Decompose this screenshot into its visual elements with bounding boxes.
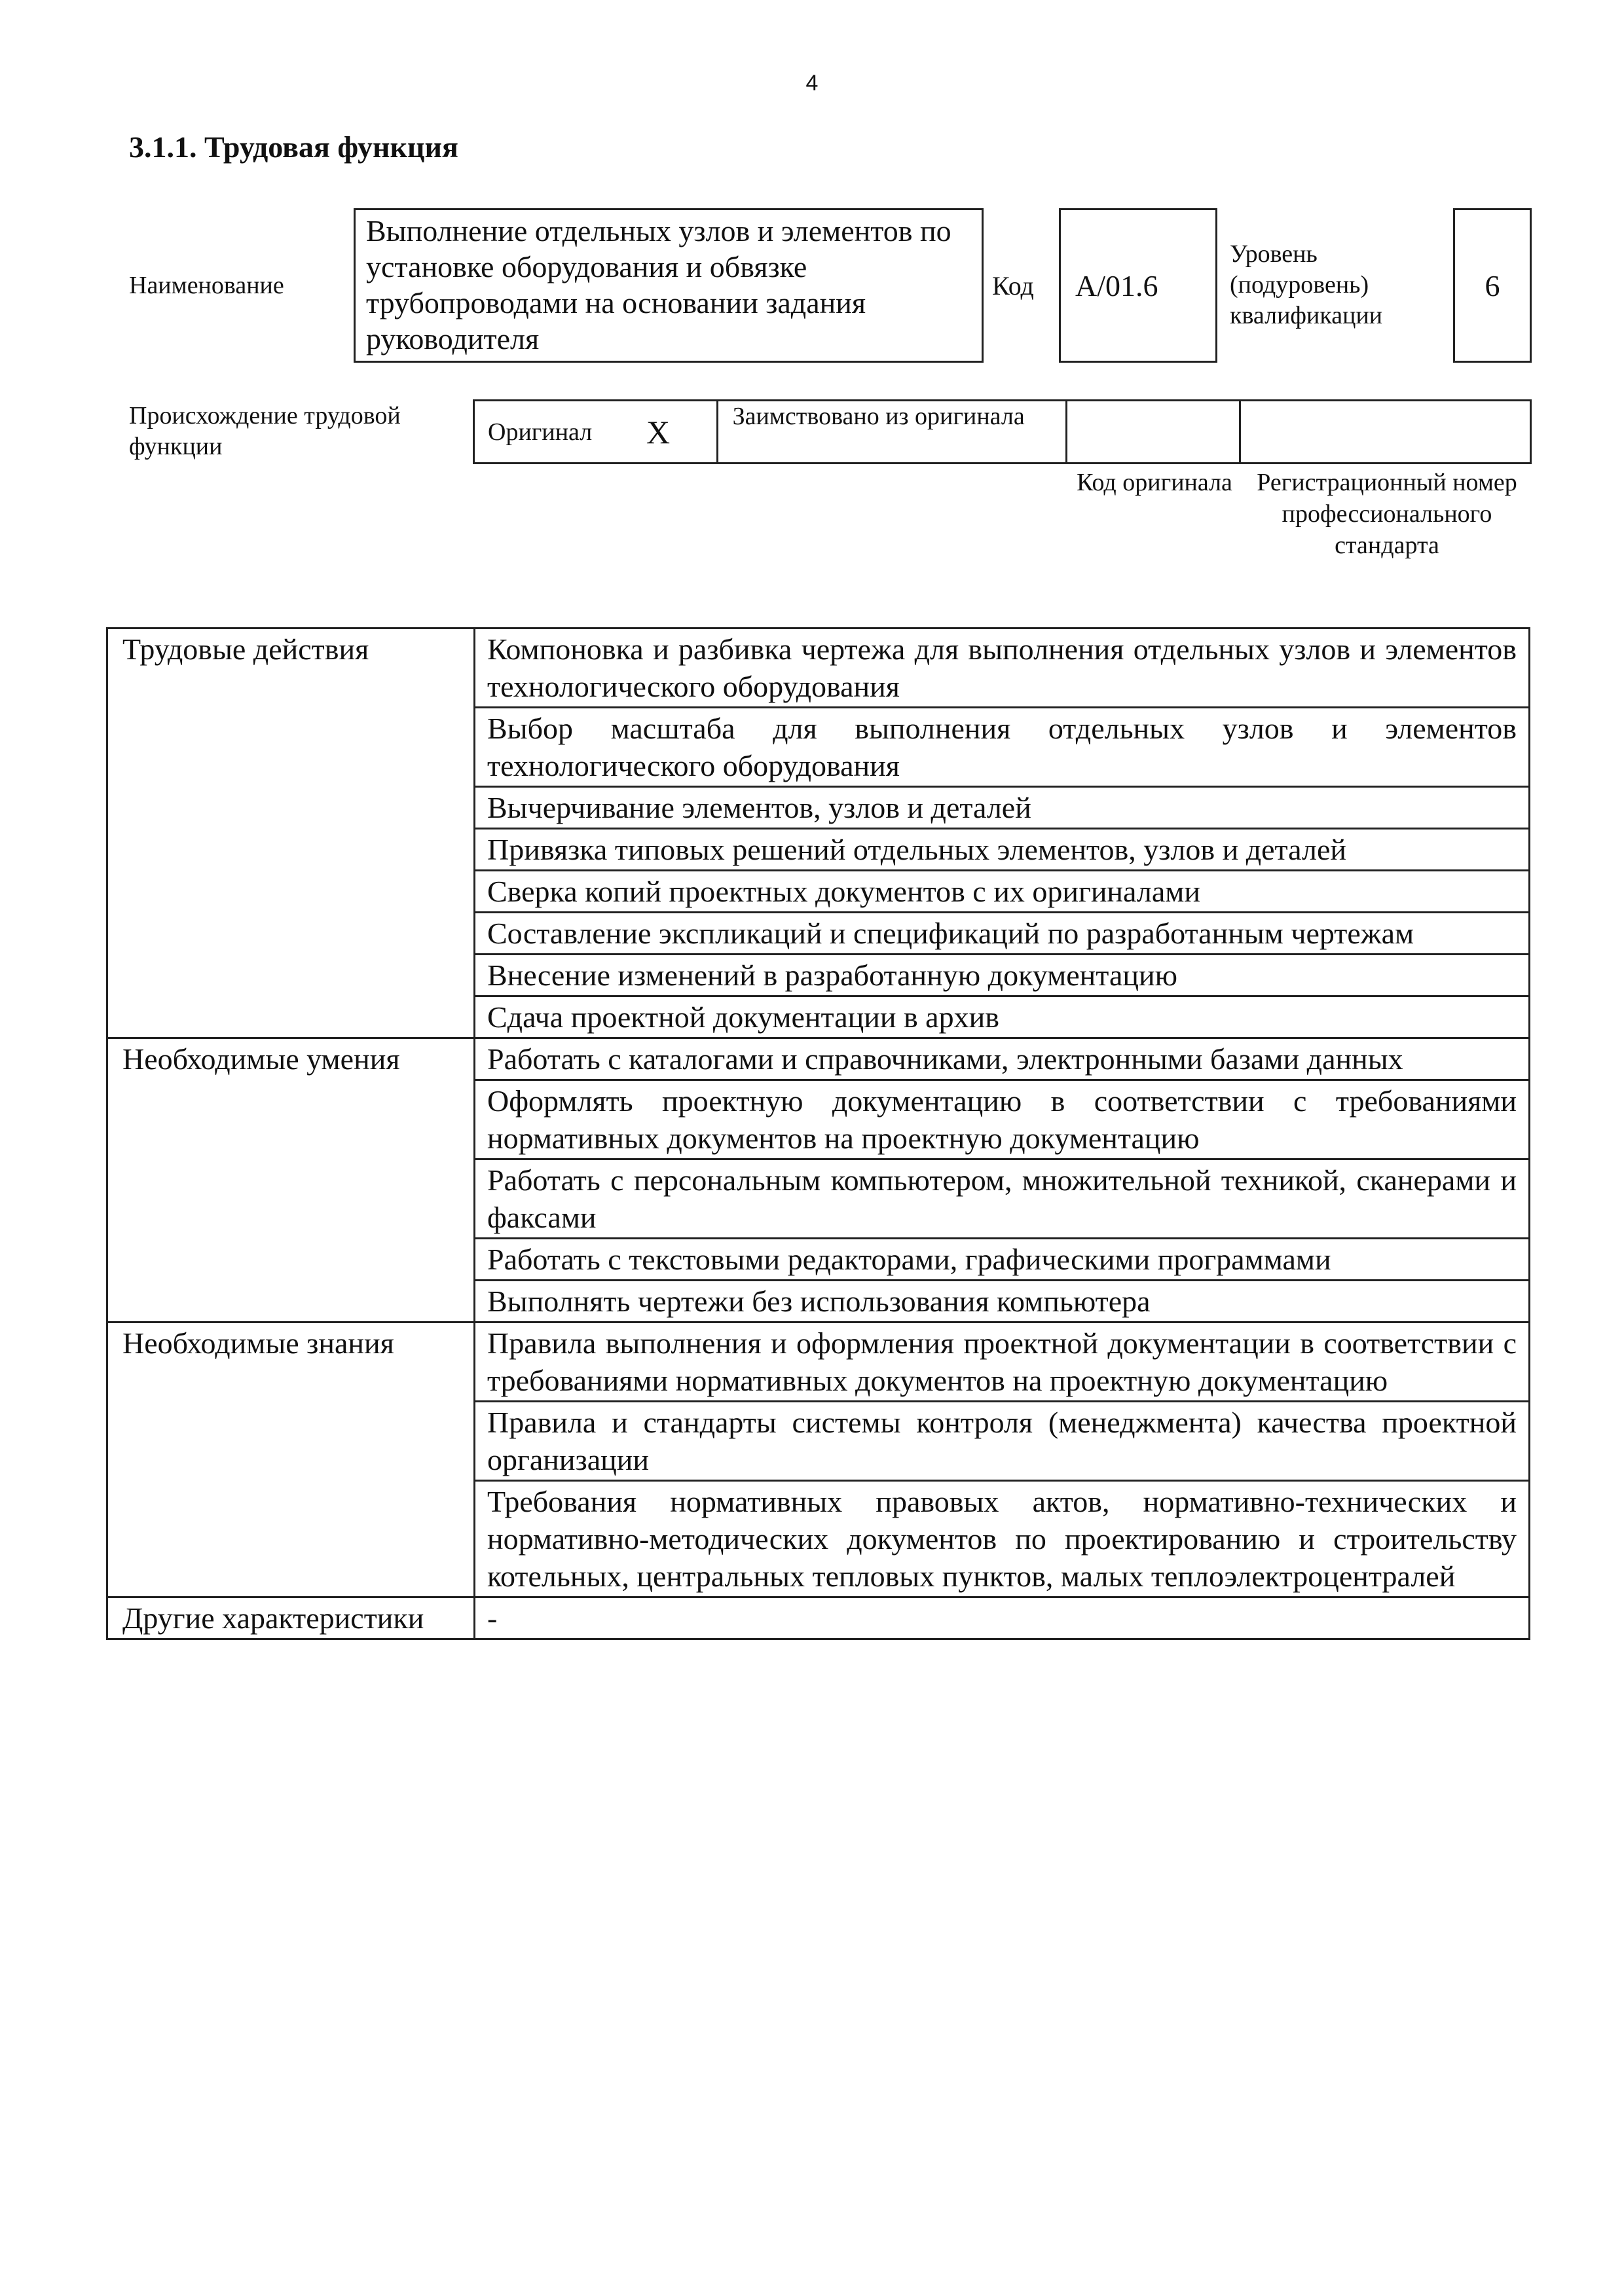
origin-label: Происхождение трудовой функции [129, 402, 401, 460]
original-label: Оригинал [488, 418, 593, 446]
section-heading-other: Другие характеристики [107, 1597, 475, 1639]
origin-original-cell [475, 401, 718, 462]
origin-row [473, 399, 1532, 464]
table-row [107, 1597, 1530, 1639]
table-cell: Вычерчивание элементов, узлов и деталей [475, 787, 1530, 829]
table-cell: Сверка копий проектных документов с их оригиналами [475, 871, 1530, 913]
origin-code-cell [1067, 401, 1241, 462]
table-cell: Составление экспликаций и спецификаций по разработанным чертежам [475, 913, 1530, 955]
table-cell: Внесение изменений в разработанную документацию [475, 955, 1530, 996]
borrowed-label: Заимствовано из оригинала [732, 403, 1025, 430]
section-heading-skills: Необходимые умения [107, 1038, 475, 1322]
code-label: Код [992, 271, 1034, 301]
section-heading-actions: Трудовые действия [107, 629, 475, 1038]
table-row [107, 1038, 1530, 1080]
table-cell: Компоновка и разбивка чертежа для выполнения отдельных узлов и элементов технологического оборудования [475, 629, 1530, 708]
function-name-box [354, 208, 984, 363]
table-row [107, 629, 1530, 708]
table-cell: Выполнять чертежи без использования компьютера [475, 1281, 1530, 1322]
original-code-caption: Код оригинала [1077, 469, 1232, 496]
page-number: 4 [805, 71, 819, 96]
table-cell: Выбор масштаба для выполнения отдельных узлов и элементов технологического оборудования [475, 708, 1530, 787]
table-cell: Требования нормативных правовых актов, нормативно-технических и нормативно-методических документов по проектированию и строительству котельных, центральных тепловых пунктов, малых теплоэлектроцентралей [475, 1481, 1530, 1597]
section-title: 3.1.1. Трудовая функция [129, 130, 458, 164]
origin-reg-cell [1241, 401, 1530, 462]
level-value: 6 [1485, 268, 1500, 302]
original-mark: Х [646, 414, 671, 450]
table-cell: Работать с текстовыми редакторами, графическими программами [475, 1239, 1530, 1281]
name-label: Наименование [129, 272, 284, 299]
code-box [1059, 208, 1217, 363]
table-cell: Правила выполнения и оформления проектной документации в соответствии с требованиями нормативных документов на проектную документацию [475, 1322, 1530, 1402]
code-value: А/01.6 [1075, 268, 1158, 302]
level-box [1453, 208, 1532, 363]
function-details-table [106, 627, 1530, 1640]
table-cell: Правила и стандарты системы контроля (менеджмента) качества проектной организации [475, 1402, 1530, 1481]
table-cell: Работать с каталогами и справочниками, электронными базами данных [475, 1038, 1530, 1080]
origin-borrowed-cell [718, 401, 1067, 462]
table-cell: Работать с персональным компьютером, множительной техникой, сканерами и факсами [475, 1159, 1530, 1239]
function-name-value: Выполнение отдельных узлов и элементов по установке оборудования и обвязке трубопроводами на основании задания руководителя [366, 214, 951, 355]
table-cell: - [475, 1597, 1530, 1639]
reg-number-caption: Регистрационный номер профессионального стандарта [1257, 469, 1517, 559]
table-row [107, 1322, 1530, 1402]
section-heading-knowledge: Необходимые знания [107, 1322, 475, 1597]
table-cell: Сдача проектной документации в архив [475, 996, 1530, 1038]
table-cell: Привязка типовых решений отдельных элементов, узлов и деталей [475, 829, 1530, 871]
level-label: Уровень (подуровень) квалификации [1230, 240, 1383, 329]
table-cell: Оформлять проектную документацию в соответствии с требованиями нормативных документов на проектную документацию [475, 1080, 1530, 1159]
